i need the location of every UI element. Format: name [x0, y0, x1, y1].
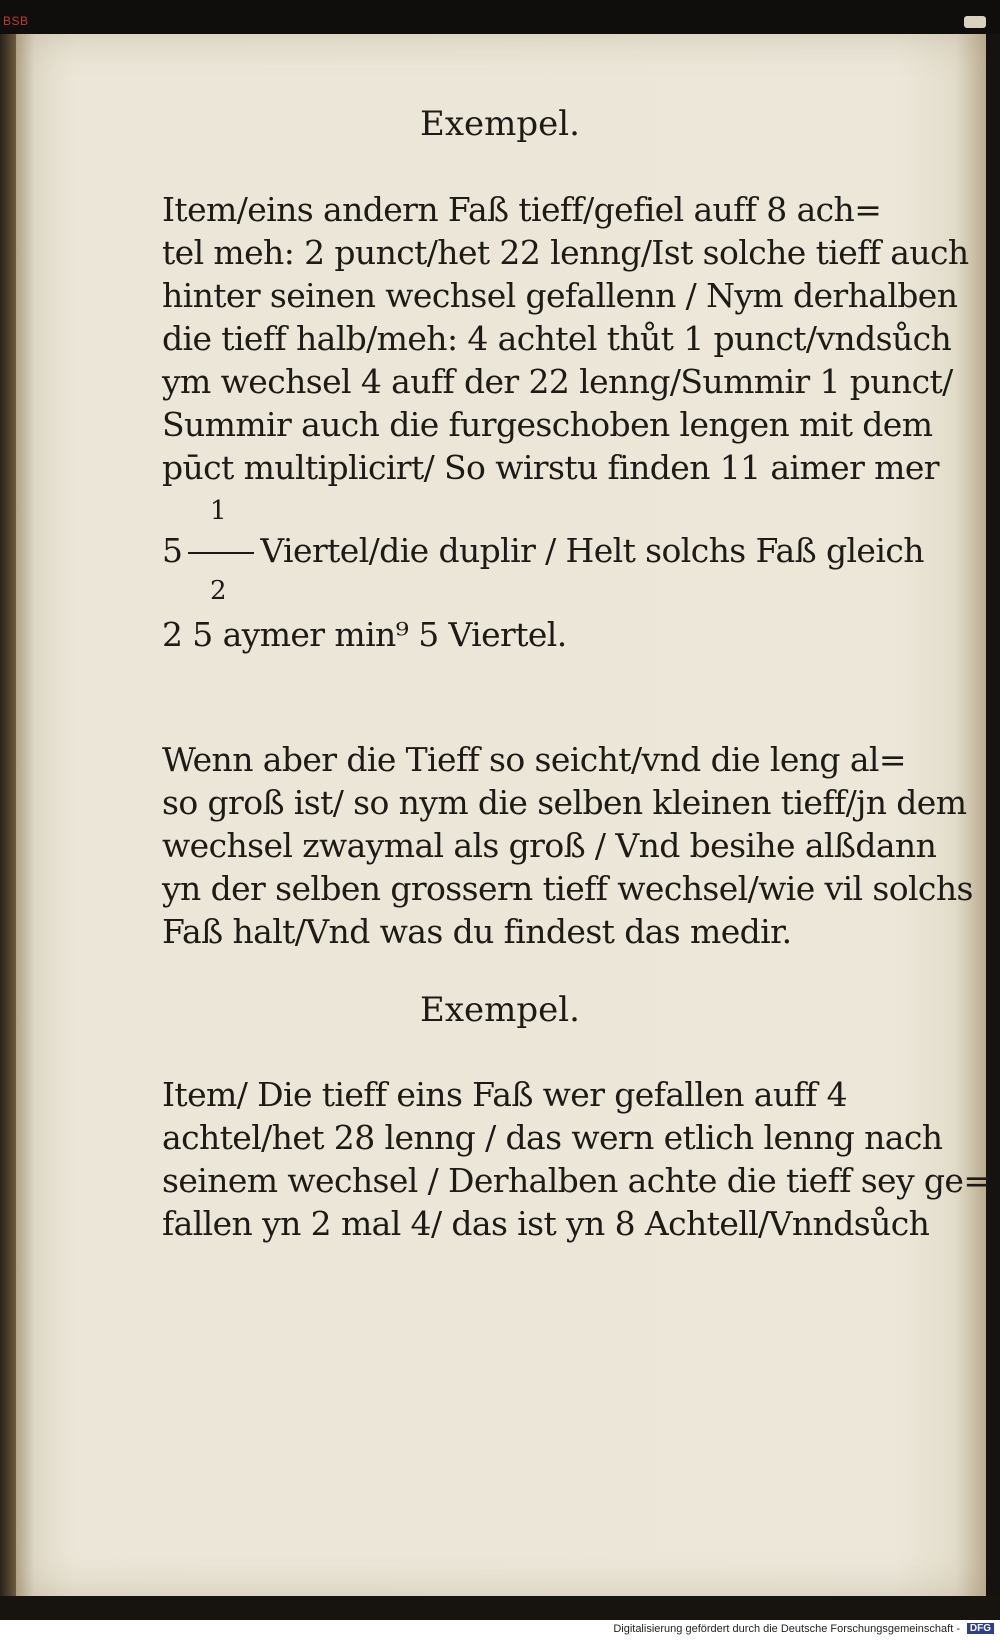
heading-exempel-2: Exempel.	[420, 990, 580, 1030]
text-line: Wenn aber die Tieff so seicht/vnd die leng al=	[162, 740, 906, 779]
scan-top-bar	[0, 0, 1000, 34]
dfg-logo: DFG	[967, 1623, 994, 1634]
library-mark: BSB	[3, 14, 29, 28]
fraction-line-text: Viertel/die duplir / Helt solchs Faß gleich	[260, 531, 924, 570]
heading-exempel-1: Exempel.	[420, 104, 580, 144]
fraction-numerator: 1	[210, 496, 227, 526]
fraction-denominator: 2	[210, 576, 227, 606]
text-line: seinem wechsel / Derhalben achte die tieff sey ge=	[162, 1161, 991, 1200]
result-line: 2 5 aymer min⁹ 5 Viertel.	[162, 615, 567, 654]
text-line: Faß halt/Vnd was du findest das medir.	[162, 912, 792, 951]
scan-bottom-band	[0, 1596, 1000, 1620]
text-line: Item/eins andern Faß tieff/gefiel auff 8 ach=	[162, 190, 882, 229]
footer-credit: Digitalisierung gefördert durch die Deutsche Forschungsgemeinschaft -	[613, 1623, 960, 1635]
text-line: yn der selben grossern tieff wechsel/wie vil solchs	[162, 869, 973, 908]
text-line: tel meh: 2 punct/het 22 lenng/Ist solche tieff auch	[162, 233, 969, 272]
page-corner-icon	[964, 16, 986, 28]
digitization-footer	[0, 1620, 1000, 1641]
text-line: Item/ Die tieff eins Faß wer gefallen auff 4	[162, 1075, 848, 1114]
text-line: wechsel zwaymal als groß / Vnd besihe alßdann	[162, 826, 937, 865]
fraction-bar	[188, 552, 254, 554]
text-line: fallen yn 2 mal 4/ das ist yn 8 Achtell/Vnndsůch	[162, 1204, 930, 1243]
fraction-prefix: 5	[162, 531, 183, 570]
text-line: achtel/het 28 lenng / das wern etlich lenng nach	[162, 1118, 943, 1157]
fraction-line	[162, 531, 924, 570]
book-spine	[0, 34, 16, 1596]
text-line: so groß ist/ so nym die selben kleinen tieff/jn dem	[162, 783, 967, 822]
text-line: ym wechsel 4 auff der 22 lenng/Summir 1 punct/	[162, 362, 953, 401]
text-line: pūct multiplicirt/ So wirstu finden 11 aimer mer	[162, 448, 939, 487]
text-line: hinter seinen wechsel gefallenn / Nym derhalben	[162, 276, 958, 315]
text-line: Summir auch die furgeschoben lengen mit dem	[162, 405, 933, 444]
text-line: die tieff halb/meh: 4 achtel thůt 1 punct/vndsůch	[162, 319, 952, 358]
